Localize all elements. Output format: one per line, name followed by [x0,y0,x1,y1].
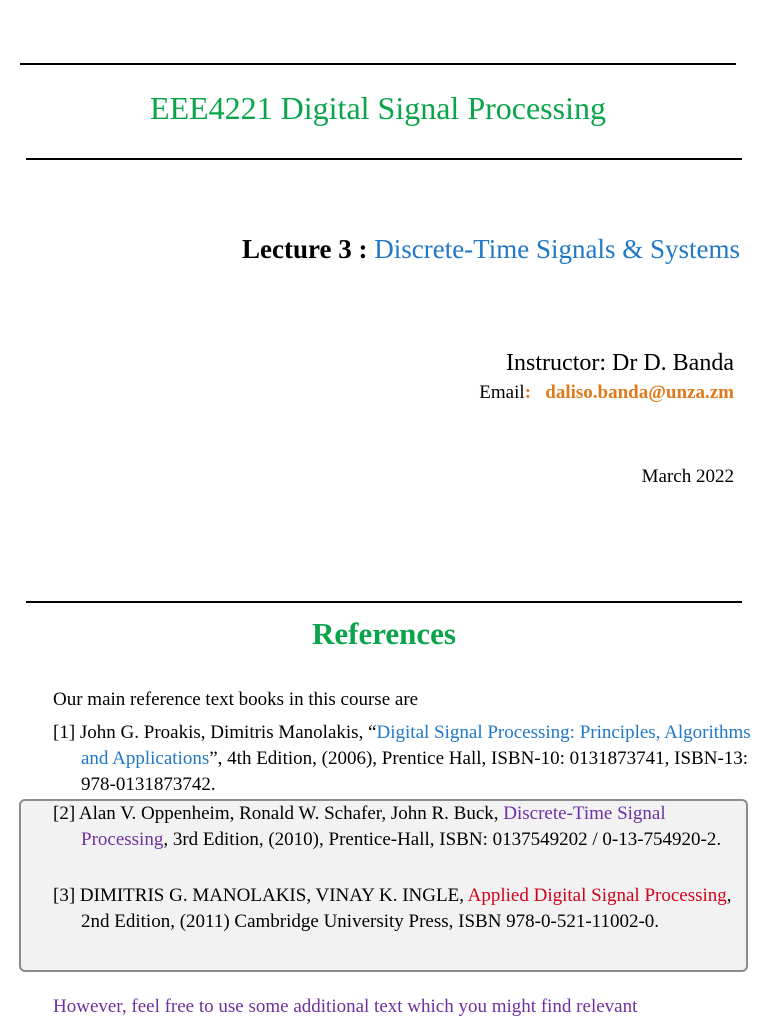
lecture-subject: Discrete-Time Signals & Systems [374,234,740,264]
reference-details: ”, 4th Edition, (2006), Prentice Hall, ISBN-10: 0131873741, ISBN-13: 978-0131873742. [81,748,749,795]
email-address: daliso.banda@unza.zm [545,382,734,403]
reference-title: Digital Signal Processing: Principles, Algorithms and Applications [81,722,751,769]
reference-number: [3] [53,885,76,906]
references-divider [26,601,742,603]
references-heading: References [311,616,456,651]
top-divider [20,63,736,65]
reference-number: [2] [53,803,76,824]
reference-title: Applied Digital Signal Processing [467,885,727,906]
lecture-label: Lecture 3 : [242,234,368,264]
lecture-heading [242,234,740,265]
lecture-date: March 2022 [641,466,734,487]
email-label: Email [479,382,525,403]
reference-authors: John G. Proakis, Dimitris Manolakis, “ [79,722,377,743]
reference-item-1 [53,720,757,798]
reference-item-2 [53,801,757,853]
reference-details: , 2nd Edition, (2011) Cambridge University Press, ISBN 978-0-521-11002-0. [81,885,732,932]
closing-note: However, feel free to use some additional text which you might find relevant [53,996,638,1017]
course-title: EEE4221 Digital Signal Processing [150,90,606,126]
title-divider [26,158,742,160]
reference-item-3 [53,883,757,935]
reference-title: Discrete-Time Signal Processing [81,803,666,850]
reference-authors: DIMITRIS G. MANOLAKIS, VINAY K. INGLE, [79,885,468,906]
reference-details: , 3rd Edition, (2010), Prentice-Hall, ISBN: 0137549202 / 0-13-754920-2. [163,829,722,850]
reference-authors: Alan V. Oppenheim, Ronald W. Schafer, John R. Buck, [78,803,504,824]
email-colon: : [524,382,532,403]
reference-number: [1] [53,722,76,743]
instructor-line: Instructor: Dr D. Banda [506,350,734,376]
references-intro: Our main reference text books in this course are [53,689,419,710]
email-line [479,382,734,404]
